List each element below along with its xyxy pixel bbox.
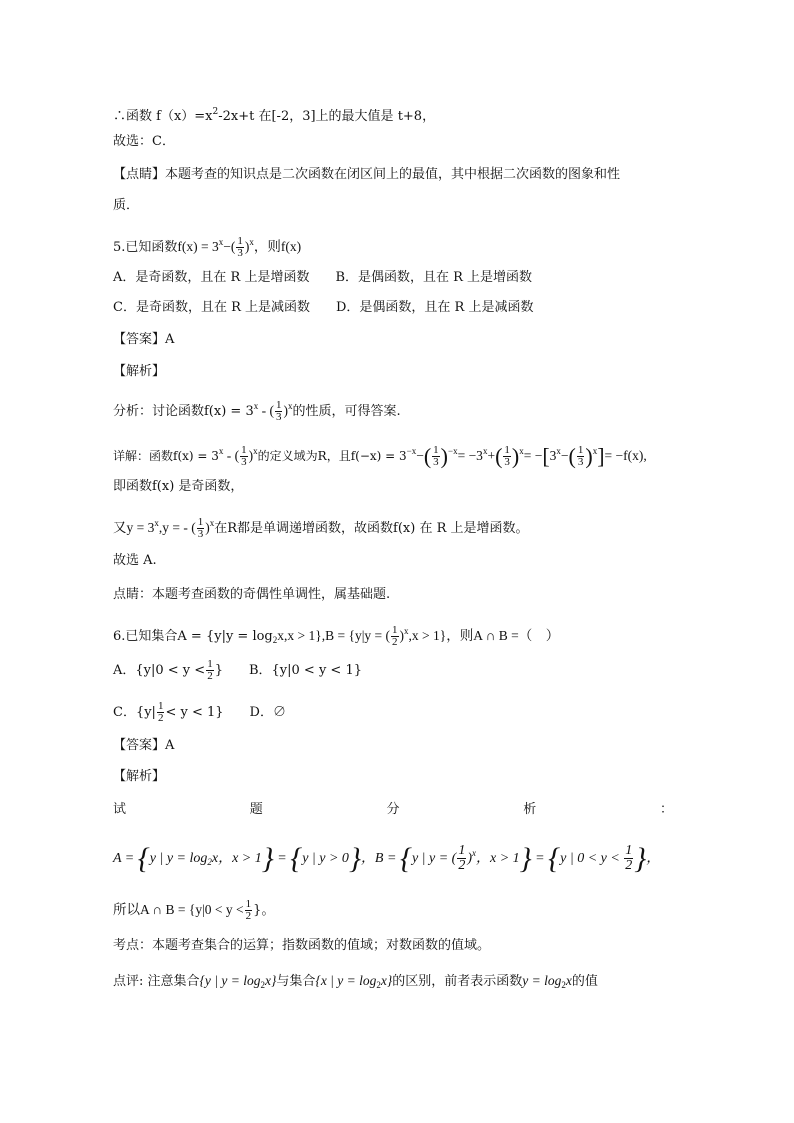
line-comment-2: 质．: [113, 198, 140, 213]
analysis-6-label: 试 题 分 析 ：: [113, 802, 673, 817]
line-max-value: ∴函数 $f(x)=x^2-2x+t$ 在[-2，3]上的最大值是 t+8，: [113, 107, 436, 124]
analysis-6-heading: 【解析】: [113, 769, 166, 784]
question-6: 6.已知集合$A = \{y|y = \log_2x,x > 1\},B = \{y|y$ = ( $\frac{1}{2}$ )$^x$,x > 1}，则A ∩ B =（ ）: [113, 624, 560, 648]
intersection-result: 所以A ∩ B = {y|0 < y < $\frac{1}{2}$ }。: [113, 898, 275, 922]
analysis-5-comment: 点睛：本题考查函数的奇偶性单调性，属基础题.: [113, 587, 391, 602]
dianping: 点评: 注意集合{y | $y = \log_2x$}与集合{x | $y = \log_2x$}的区别，前者表示函数$y = \log_2x$的值: [113, 973, 598, 990]
set-formula: A = {y | $y = \log_2x$，x > 1} = {y | y > 0}，B = {y | y = ( $\frac{1}{2}$ )$^x$，x > 1} = {y | 0 < y < $\frac{1}{2}$ }，: [113, 841, 661, 875]
analysis-5-odd: 即函数f(x) 是奇函数，: [113, 479, 244, 494]
kaodian: 考点：本题考查集合的运算；指数函数的值域；对数函数的值域。: [113, 938, 491, 953]
line-choose-c: 故选：C．: [113, 134, 175, 149]
q6-options-cd: C．{y| $\frac{1}{2}$ < y < 1} D．∅: [113, 700, 286, 724]
q5-options-ab: A．是奇函数，且在 R 上是增函数 B．是偶函数，且在 R 上是增函数: [113, 270, 533, 285]
answer-6: 【答案】A: [113, 738, 175, 753]
analysis-5-detail: 详解：函数$f(x) = 3^x$ - ( $\frac{1}{3}$ )$^x$的定义域为R，且$f(-x) = 3^{-x}-$( $\frac{1}{3}$ )$^{-x}= -3^x+$( $\frac{1}{3}$ )$^x= -[3^x-$( $\frac{1}{3}$ )$^x$]= −f(x),: [113, 443, 647, 469]
question-5: 5.已知函数$f(x) = 3^x-$( $\frac{1}{3}$ )$^x$，则f(x): [113, 235, 302, 259]
analysis-5-fenxi: 分析：讨论函数$f(x) = 3^x$ - ( $\frac{1}{3}$ )$^x$的性质，可得答案.: [113, 399, 401, 423]
q6-options-ab: A．{y|0 < y < $\frac{1}{2}$ } B．{y|0 < y < 1}: [113, 658, 362, 682]
answer-5: 【答案】A: [113, 332, 175, 347]
analysis-5-heading: 【解析】: [113, 364, 166, 379]
line-comment-1: 【点睛】本题考查的知识点是二次函数在闭区间上的最值，其中根据二次函数的图象和性: [113, 167, 621, 182]
analysis-5-choose: 故选 A.: [113, 553, 157, 568]
analysis-5-increasing: 又$y = 3^x,y$ = - ( $\frac{1}{3}$ )$^x$在R都是单调递增函数，故函数f(x) 在 R 上是增函数。: [113, 516, 529, 540]
q5-options-cd: C．是奇函数，且在 R 上是减函数 D．是偶函数，且在 R 上是减函数: [113, 300, 534, 315]
